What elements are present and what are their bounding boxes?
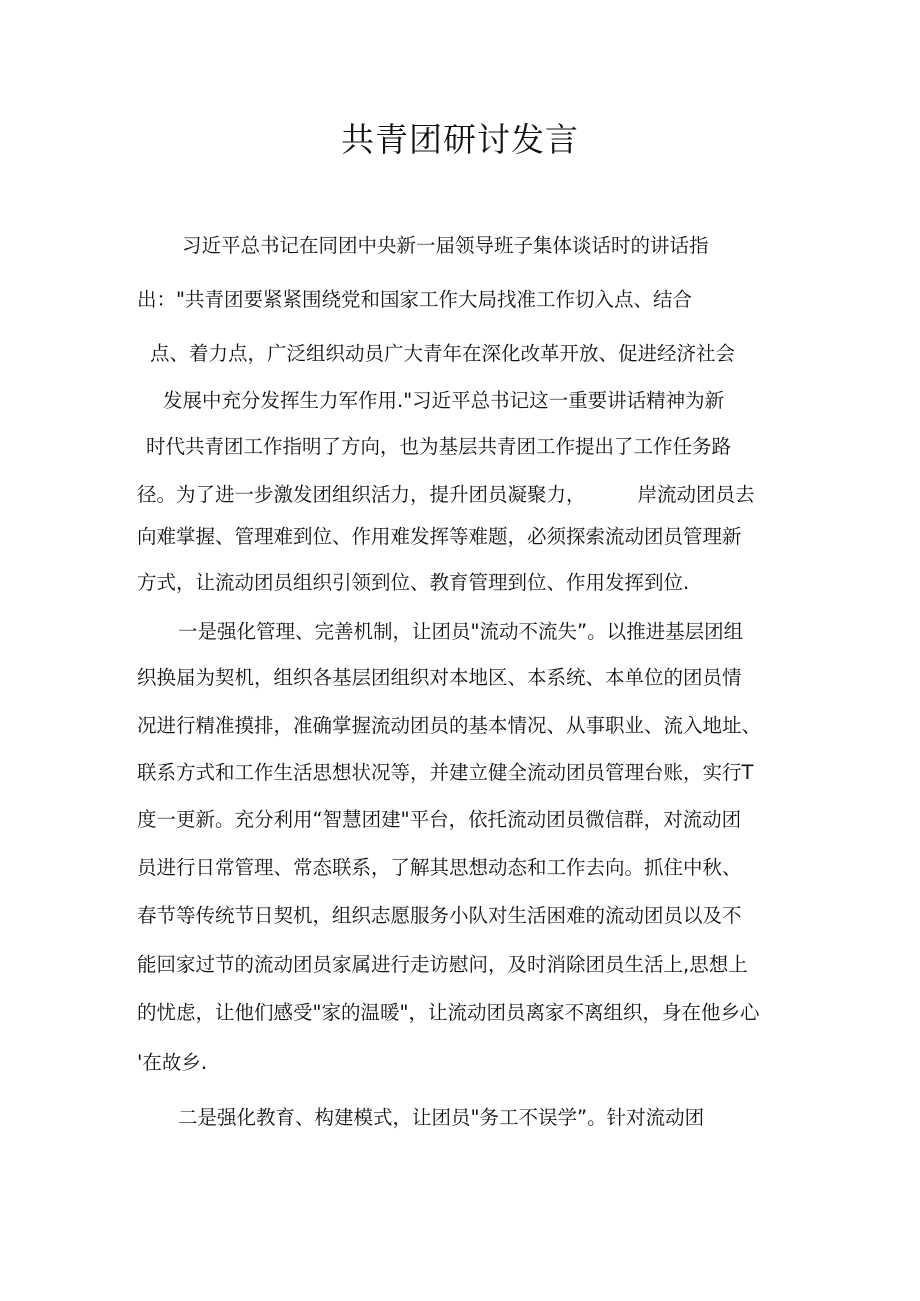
text-line-4: 发展中充分发挥生力军作用."习近平总书记这一重要讲话精神为新 [163, 389, 725, 412]
document-title: 共青团研讨发言 [341, 120, 579, 159]
text-line-11: 况进行精准摸排，准确掌握流动团员的基本情况、从事职业、流入地址、 [137, 714, 762, 737]
text-line-3: 点、着力点，广泛组织动员广大青年在深化改革开放、促进经济社会 [150, 342, 736, 365]
text-line-13: 度一更新。充分利用“智慧团建"平台，依托流动团员微信群，对流动团 [137, 808, 742, 831]
text-line-8: 方式，让流动团员组织引领到位、教育管理到位、作用发挥到位. [137, 571, 690, 594]
text-line-9: 一是强化管理、完善机制，让团员"流动不流失”。以推进基层团组 [178, 620, 744, 643]
text-line-15: 春节等传统节日契机，组织志愿服务小队对生活困难的流动团员以及不 [137, 904, 742, 927]
text-line-7: 向难掌握、管理难到位、作用难发挥等难题，必须探索流动团员管理新 [137, 525, 742, 548]
text-line-6-part-2: 岸流动团员去 [637, 483, 755, 506]
text-line-2: 出："共青团要紧紧围绕党和国家工作大局找准工作切入点、结合 [137, 288, 692, 311]
text-line-14: 员进行日常管理、常态联系，了解其思想动态和工作去向。抓住中秋、 [137, 856, 742, 879]
text-line-18: '在故乡. [137, 1051, 208, 1074]
text-line-10: 织换届为契机，组织各基层团组织对本地区、本系统、本单位的团员情 [137, 666, 742, 689]
text-line-16: 能回家过节的流动团员家属进行走访慰问，及时消除团员生活上,思想上 [137, 953, 748, 976]
text-line-6-part-1: 径。为了进一步激发团组织活力，提升团员凝聚力， [137, 483, 586, 506]
text-line-1: 习近平总书记在同团中央新一届领导班子集体谈话时的讲话指 [182, 234, 709, 257]
text-line-19: 二是强化教育、构建模式，让团员"务工不误学”。针对流动团 [178, 1106, 705, 1129]
text-line-6 [137, 485, 755, 505]
text-line-17: 的忧虑，让他们感受"家的温暖"，让流动团员离家不离组织，身在他乡心 [137, 1001, 760, 1024]
text-line-5: 时代共青团工作指明了方向，也为基层共青团工作提出了工作任务路 [146, 435, 732, 458]
text-line-12: 联系方式和工作生活思想状况等，并建立健全流动团员管理台账，实行T [137, 761, 754, 784]
